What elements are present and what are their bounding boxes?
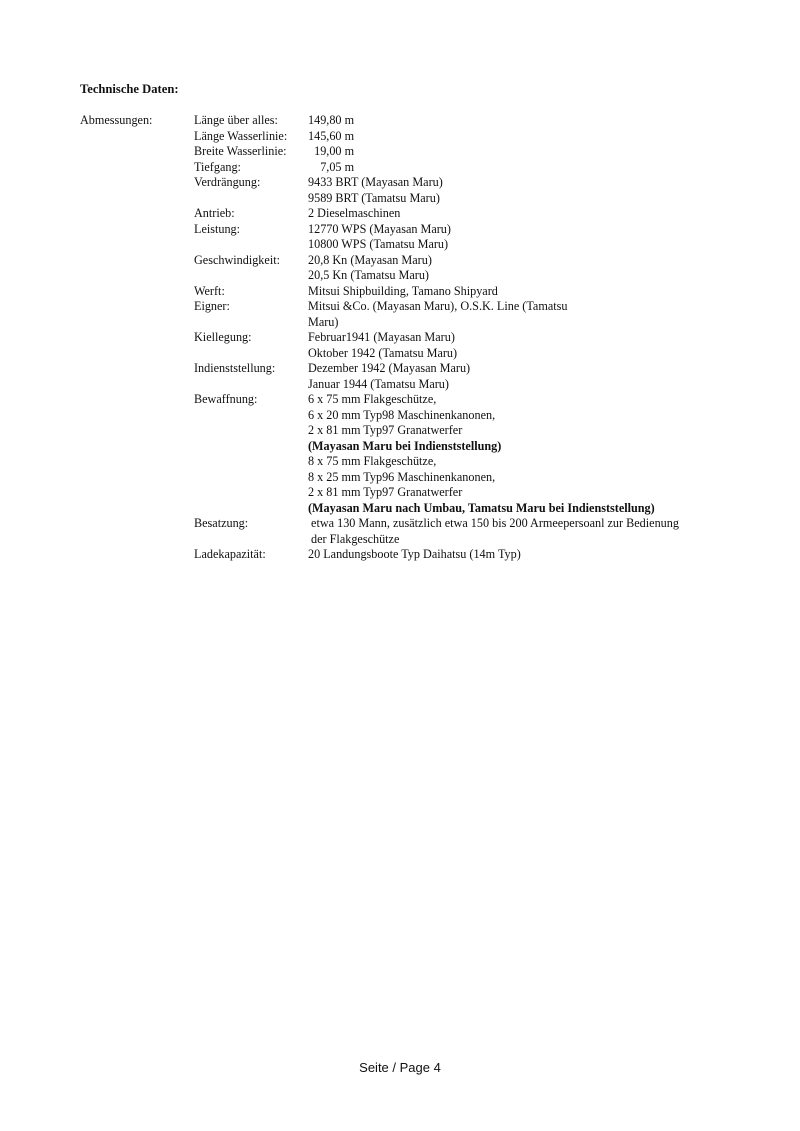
spec-key: Länge Wasserlinie: xyxy=(194,128,288,143)
spec-row xyxy=(194,284,754,300)
spec-value-line: Maru) xyxy=(308,314,339,329)
section-label: Abmessungen: xyxy=(80,113,153,127)
spec-value-line: 6 x 75 mm Flakgeschütze, xyxy=(308,392,437,406)
spec-key: Ladekapazität: xyxy=(194,547,266,561)
spec-value-line: 7,05 m xyxy=(308,159,355,174)
spec-value xyxy=(308,330,754,361)
spec-row xyxy=(194,516,754,547)
spec-key: Tiefgang: xyxy=(194,159,241,174)
spec-value xyxy=(308,129,754,145)
spec-value-line: 20,8 Kn (Mayasan Maru) xyxy=(308,252,432,267)
spec-value-line: Januar 1944 (Tamatsu Maru) xyxy=(308,376,449,391)
spec-value xyxy=(308,392,754,516)
page-title: Technische Daten: xyxy=(80,82,179,96)
spec-value-line: Oktober 1942 (Tamatsu Maru) xyxy=(308,345,458,360)
spec-value xyxy=(308,160,754,176)
spec-row xyxy=(194,129,754,145)
spec-row xyxy=(194,175,754,206)
spec-key: Indienststellung: xyxy=(194,361,276,375)
page-footer: Seite / Page 4 xyxy=(359,1060,441,1075)
spec-value-line: 145,60 m xyxy=(308,128,355,143)
spec-key: Bewaffnung: xyxy=(194,392,258,406)
spec-row xyxy=(194,206,754,222)
spec-value-line: 19,00 m xyxy=(308,144,355,158)
spec-value-line: 8 x 75 mm Flakgeschütze, xyxy=(308,454,437,468)
spec-row xyxy=(194,330,754,361)
spec-value xyxy=(308,299,754,330)
spec-row xyxy=(194,113,754,129)
spec-table xyxy=(194,113,754,563)
spec-value-line: 2 Dieselmaschinen xyxy=(308,206,401,220)
spec-value-line: 2 x 81 mm Typ97 Granatwerfer xyxy=(308,485,463,499)
spec-row xyxy=(194,299,754,330)
spec-key: Eigner: xyxy=(194,299,230,313)
spec-row xyxy=(194,547,754,563)
spec-row xyxy=(194,361,754,392)
spec-key: Besatzung: xyxy=(194,516,249,530)
spec-value-line: Februar1941 (Mayasan Maru) xyxy=(308,330,455,344)
spec-value-line: 8 x 25 mm Typ96 Maschinenkanonen, xyxy=(308,469,496,484)
spec-value xyxy=(308,284,754,300)
spec-key: Antrieb: xyxy=(194,206,235,220)
spec-value xyxy=(308,206,754,222)
spec-value-line: 20 Landungsboote Typ Daihatsu (14m Typ) xyxy=(308,547,521,561)
spec-key: Leistung: xyxy=(194,221,241,236)
spec-key: Kiellegung: xyxy=(194,330,252,344)
spec-value-line: der Flakgeschütze xyxy=(308,531,400,546)
spec-value-line: 12770 WPS (Mayasan Maru) xyxy=(308,221,451,236)
spec-row xyxy=(194,222,754,253)
spec-key: Breite Wasserlinie: xyxy=(194,144,287,158)
spec-value-line: (Mayasan Maru nach Umbau, Tamatsu Maru bei Indienststellung) xyxy=(308,500,655,515)
spec-value-line: 2 x 81 mm Typ97 Granatwerfer xyxy=(308,423,463,437)
spec-value-line: 149,80 m xyxy=(308,113,355,127)
spec-value-line: (Mayasan Maru bei Indienststellung) xyxy=(308,438,502,453)
spec-value xyxy=(308,144,754,160)
spec-value-line: Dezember 1942 (Mayasan Maru) xyxy=(308,361,471,375)
spec-row xyxy=(194,392,754,516)
spec-value-line: 6 x 20 mm Typ98 Maschinenkanonen, xyxy=(308,407,496,422)
spec-value-line: 10800 WPS (Tamatsu Maru) xyxy=(308,237,449,251)
spec-value-line: 9589 BRT (Tamatsu Maru) xyxy=(308,190,440,205)
spec-value-line: Mitsui Shipbuilding, Tamano Shipyard xyxy=(308,283,498,298)
spec-key: Werft: xyxy=(194,283,225,298)
spec-value xyxy=(308,361,754,392)
spec-value xyxy=(308,547,754,563)
spec-row xyxy=(194,253,754,284)
spec-value-line: 20,5 Kn (Tamatsu Maru) xyxy=(308,268,429,282)
spec-value-line: Mitsui &Co. (Mayasan Maru), O.S.K. Line (Tamatsu xyxy=(308,299,568,313)
spec-key: Verdrängung: xyxy=(194,175,261,189)
spec-row xyxy=(194,144,754,160)
spec-value xyxy=(308,253,754,284)
spec-value-line: etwa 130 Mann, zusätzlich etwa 150 bis 200 Armeepersoanl zur Bedienung xyxy=(308,516,679,530)
spec-key: Geschwindigkeit: xyxy=(194,252,280,267)
spec-key: Länge über alles: xyxy=(194,113,278,127)
spec-value-line: 9433 BRT (Mayasan Maru) xyxy=(308,175,443,189)
spec-value xyxy=(308,175,754,206)
spec-value xyxy=(308,516,754,547)
spec-value xyxy=(308,113,754,129)
spec-value xyxy=(308,222,754,253)
spec-row xyxy=(194,160,754,176)
